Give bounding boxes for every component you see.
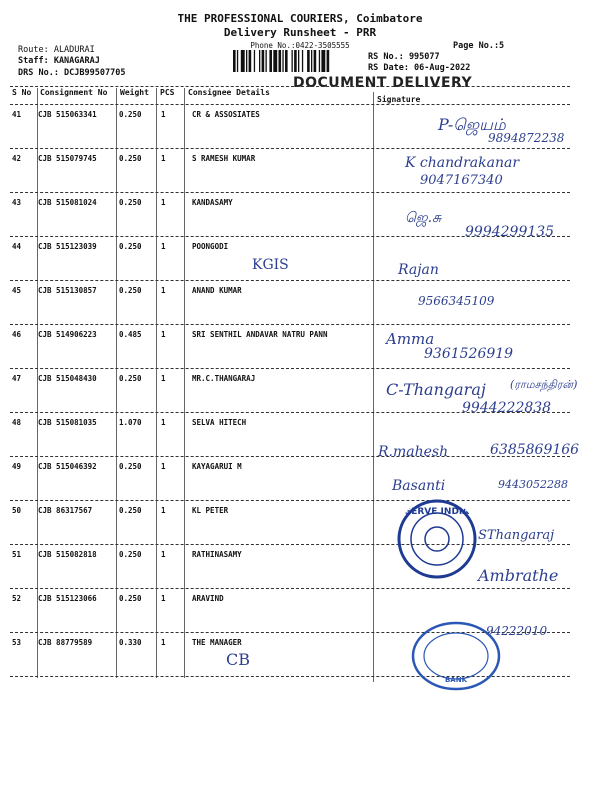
- row-pcs: 1: [161, 462, 166, 471]
- handwritten-phone: 9566345109: [418, 294, 495, 308]
- row-consignee: RATHINASAMY: [192, 550, 242, 559]
- col-header-weight: Weight: [120, 88, 149, 97]
- document-delivery-stamp: DOCUMENT DELIVERY: [293, 75, 473, 91]
- handwritten-sign: SThangaraj: [478, 528, 555, 543]
- row-consignment-no: CJB 515063341: [38, 110, 97, 119]
- row-consignee: POONGODI: [192, 242, 229, 251]
- table-row: [0, 634, 600, 678]
- table-row: [0, 282, 600, 326]
- handwritten-phone: 9361526919: [424, 346, 514, 362]
- row-divider: [10, 456, 570, 457]
- company-title: THE PROFESSIONAL COURIERS, Coimbatore: [177, 12, 423, 25]
- sheet-title: Delivery Runsheet - PRR: [223, 26, 377, 39]
- row-pcs: 1: [161, 286, 166, 295]
- row-consignee: KAYAGARUI M: [192, 462, 242, 471]
- row-consignment-no: CJB 88779589: [38, 638, 93, 647]
- row-weight: 0.250: [119, 550, 142, 559]
- row-pcs: 1: [161, 374, 166, 383]
- row-consignee: THE MANAGER: [192, 638, 242, 647]
- row-sno: 47: [12, 374, 22, 383]
- row-sno: 43: [12, 198, 22, 207]
- handwritten-sign: Amma: [386, 330, 435, 348]
- courier-seal-stamp: [396, 498, 478, 580]
- row-sno: 45: [12, 286, 22, 295]
- col-header-consignment: Consignment No: [40, 88, 108, 97]
- row-weight: 0.250: [119, 242, 142, 251]
- row-divider: [10, 368, 570, 369]
- rs-date: RS Date: 06-Aug-2022: [368, 63, 471, 73]
- row-consignment-no: CJB 515079745: [38, 154, 97, 163]
- row-consignment-no: CJB 515048430: [38, 374, 97, 383]
- barcode: [233, 50, 365, 72]
- handwritten-sign: Basanti: [392, 478, 446, 494]
- row-divider: [10, 192, 570, 193]
- handwritten-sign: Ambrathe: [478, 566, 559, 585]
- handwritten-note: KGIS: [252, 257, 289, 273]
- row-weight: 0.250: [119, 154, 142, 163]
- handwritten-phone: 9443052288: [498, 478, 568, 491]
- row-sno: 41: [12, 110, 22, 119]
- staff-label: Staff: KANAGARAJ: [18, 56, 100, 66]
- row-consignment-no: CJB 515123039: [38, 242, 97, 251]
- row-consignment-no: CJB 515081024: [38, 198, 97, 207]
- row-consignment-no: CJB 515130857: [38, 286, 97, 295]
- handwritten-sign: ஜெ.சு: [405, 210, 442, 226]
- row-consignee: SELVA HITECH: [192, 418, 247, 427]
- row-divider: [10, 544, 570, 545]
- row-consignee: MR.C.THANGARAJ: [192, 374, 256, 383]
- col-header-pcs: PCS: [160, 88, 175, 97]
- handwritten-phone: 94222010: [486, 624, 548, 638]
- row-pcs: 1: [161, 550, 166, 559]
- row-divider: [10, 324, 570, 325]
- phone-number: Phone No.:0422-3505555: [250, 41, 350, 50]
- row-consignee: S RAMESH KUMAR: [192, 154, 256, 163]
- handwritten-note: CB: [226, 650, 250, 669]
- row-consignee: SRI SENTHIL ANDAVAR NATRU PANN: [192, 330, 328, 339]
- row-consignee: ANAND KUMAR: [192, 286, 242, 295]
- row-pcs: 1: [161, 330, 166, 339]
- row-sno: 46: [12, 330, 22, 339]
- row-weight: 0.250: [119, 506, 142, 515]
- row-weight: 0.250: [119, 594, 142, 603]
- row-weight: 1.070: [119, 418, 142, 427]
- row-pcs: 1: [161, 242, 166, 251]
- col-header-sno: S No: [12, 88, 32, 97]
- row-pcs: 1: [161, 154, 166, 163]
- header-top-divider: [10, 86, 570, 87]
- row-sno: 49: [12, 462, 22, 471]
- row-divider: [10, 588, 570, 589]
- row-pcs: 1: [161, 506, 166, 515]
- row-consignee: KL PETER: [192, 506, 229, 515]
- row-sno: 42: [12, 154, 22, 163]
- row-divider: [10, 280, 570, 281]
- row-pcs: 1: [161, 594, 166, 603]
- row-weight: 0.250: [119, 462, 142, 471]
- bank-seal-stamp: [410, 620, 502, 692]
- handwritten-phone: 9894872238: [488, 131, 565, 145]
- route-label: Route: ALADURAI: [18, 45, 95, 55]
- handwritten-name: K chandrakanar: [405, 155, 520, 171]
- row-consignee: KANDASAMY: [192, 198, 233, 207]
- row-divider: [10, 500, 570, 501]
- col-header-signature: Signature: [377, 95, 421, 104]
- row-consignment-no: CJB 515081035: [38, 418, 97, 427]
- row-sno: 48: [12, 418, 22, 427]
- col-header-consignee: Consignee Details: [188, 88, 270, 97]
- row-pcs: 1: [161, 638, 166, 647]
- handwritten-phone: 9994299135: [465, 224, 555, 240]
- row-sno: 52: [12, 594, 22, 603]
- table-row: [0, 238, 600, 282]
- row-weight: 0.250: [119, 198, 142, 207]
- row-weight: 0.330: [119, 638, 142, 647]
- row-weight: 0.250: [119, 110, 142, 119]
- row-consignment-no: CJB 515082818: [38, 550, 97, 559]
- row-weight: 0.485: [119, 330, 142, 339]
- row-pcs: 1: [161, 198, 166, 207]
- row-pcs: 1: [161, 110, 166, 119]
- row-pcs: 1: [161, 418, 166, 427]
- handwritten-phone: 6385869166: [490, 442, 580, 458]
- handwritten-phone: 9047167340: [420, 173, 503, 188]
- svg-text:SERVE INDIA: SERVE INDIA: [404, 507, 470, 517]
- row-weight: 0.250: [119, 286, 142, 295]
- row-divider: [10, 148, 570, 149]
- row-consignee: ARAVIND: [192, 594, 224, 603]
- header-bottom-divider: [10, 104, 570, 105]
- handwritten-phone: 9944222838: [462, 400, 552, 416]
- row-consignment-no: CJB 86317567: [38, 506, 93, 515]
- row-sno: 53: [12, 638, 22, 647]
- handwritten-sign: (ராமசந்திரன்): [510, 378, 578, 391]
- row-consignee: CR & ASSOSIATES: [192, 110, 260, 119]
- row-consignment-no: CJB 515123066: [38, 594, 97, 603]
- drs-number: DRS No.: DCJB99507705: [18, 68, 126, 78]
- svg-text:BANK: BANK: [444, 676, 468, 684]
- row-sno: 50: [12, 506, 22, 515]
- row-consignment-no: CJB 514906223: [38, 330, 97, 339]
- handwritten-name: C-Thangaraj: [386, 380, 486, 399]
- row-sno: 44: [12, 242, 22, 251]
- handwritten-sign: Rajan: [398, 262, 439, 278]
- handwritten-sign: R.mahesh: [378, 444, 449, 460]
- row-consignment-no: CJB 515046392: [38, 462, 97, 471]
- rs-number: RS No.: 995077: [368, 52, 440, 62]
- page-number: Page No.:5: [453, 41, 505, 51]
- row-weight: 0.250: [119, 374, 142, 383]
- row-sno: 51: [12, 550, 22, 559]
- handwritten-name: P-ஜெயம்: [438, 115, 506, 134]
